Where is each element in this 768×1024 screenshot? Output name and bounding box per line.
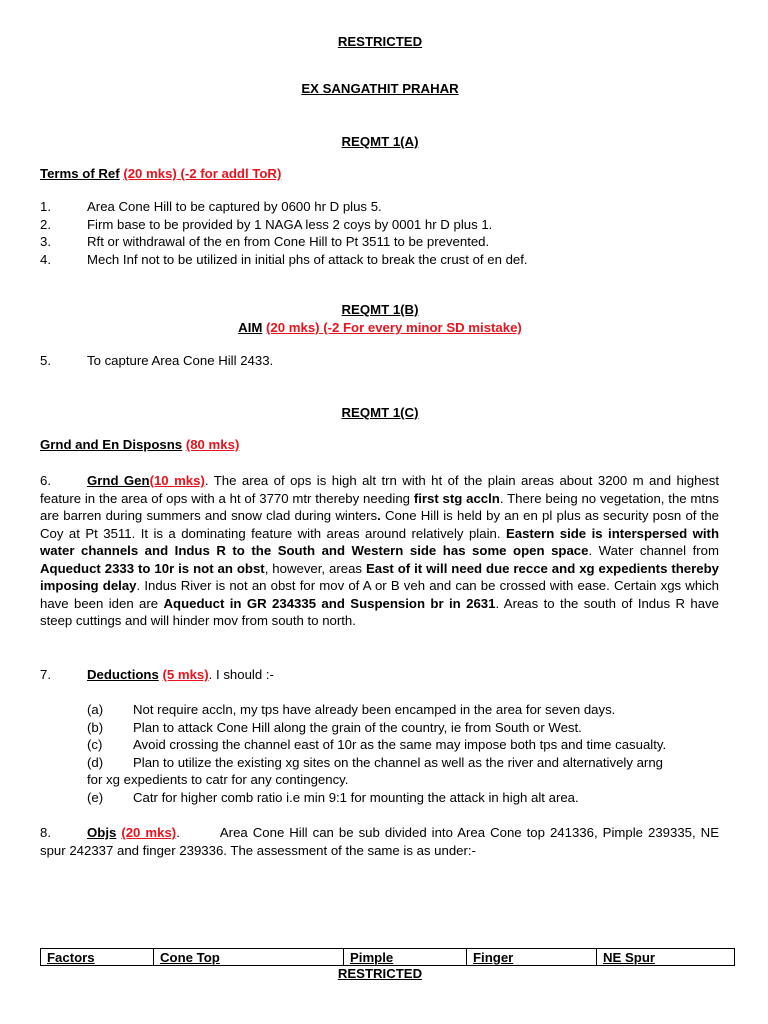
tor-item-text: Rft or withdrawal of the en from Cone Hill to Pt 3511 to be prevented.: [87, 234, 490, 249]
terms-of-ref-label: Terms of Ref: [40, 166, 120, 181]
tor-item-number: 2.: [40, 217, 51, 232]
reqmt-1b-heading: REQMT 1(B): [341, 302, 419, 317]
para-text: . Water channel from: [588, 543, 719, 558]
para-label: Deductions: [87, 667, 159, 682]
para-marks: (5 mks): [162, 667, 209, 682]
tor-item-number: 1.: [40, 199, 51, 214]
para-text: , however, areas: [264, 560, 366, 576]
para-text: Cone Hill is held by an en pl plus as security posn of the Coy at Pt 3511. It is a dominating feature with areas around relatively plain.: [40, 508, 719, 541]
table-header-cell: NE Spur: [597, 949, 735, 966]
para-grnd-gen: [40, 472, 719, 630]
tor-item-number: 4.: [40, 252, 51, 267]
header-classification: RESTRICTED: [337, 34, 423, 49]
exercise-title: EX SANGATHIT PRAHAR: [301, 81, 459, 96]
para-label: Grnd Gen: [87, 473, 150, 488]
reqmt-1c-heading: REQMT 1(C): [341, 405, 419, 420]
table-header-row: [41, 949, 735, 966]
para-text: . The area of ops is high alt trn with ht of the plain areas about 3200 m and highest feature in the area of ops with a ht of 3770 mtr thereby needing: [40, 473, 719, 506]
deduction-item-text: Plan to attack Cone Hill along the grain of the country, ie from South or West.: [133, 720, 582, 735]
para-text: . Areas to the south of Indus R have steep cuttings and will hinder mov from south to north.: [40, 595, 719, 628]
para-emphasis: first stg accln: [413, 490, 500, 506]
para-number: 6.: [40, 473, 51, 488]
para-objs: [40, 824, 719, 859]
terms-of-ref-heading: [40, 165, 281, 183]
table-header-cell: Pimple: [344, 949, 467, 966]
para-text: . There being no vegetation, the mtns are barren during summers and snow clad during winters: [40, 490, 720, 523]
para-text: . I should :-: [208, 667, 274, 682]
deduction-item-label: (b): [87, 720, 104, 735]
assessment-table: [40, 948, 735, 966]
tor-item-text: Firm base to be provided by 1 NAGA less 2 coys by 0001 hr D plus 1.: [87, 217, 493, 232]
deduction-item-label: (d): [87, 755, 104, 770]
para-number: 8.: [40, 825, 51, 840]
para-emphasis: .: [377, 508, 381, 523]
para-emphasis: Aqueduct 2333 to 10r is not an obst: [40, 560, 265, 576]
aim-item-number: 5.: [40, 353, 51, 368]
aim-marks: (20 mks) (-2 For every minor SD mistake): [266, 320, 522, 335]
para-emphasis: Eastern side is interspersed with water channels and Indus R to the South and Western side has some open space: [40, 525, 719, 558]
section-marks: (80 mks): [185, 437, 240, 452]
deduction-item-text: Plan to utilize the existing xg sites on the channel as well as the river and alternatively arng: [133, 755, 663, 770]
aim-heading: [0, 319, 760, 337]
deduction-item-label: (e): [87, 790, 104, 805]
para-label: Objs: [87, 825, 117, 840]
para-marks: (20 mks): [121, 825, 177, 840]
para-number: 7.: [40, 667, 51, 682]
para-text: . Indus River is not an obst for mov of A or B veh and can be crossed with ease. Certain xgs which have been iden are: [40, 578, 720, 611]
deduction-item-label: (a): [87, 702, 104, 717]
tor-item-text: Area Cone Hill to be captured by 0600 hr D plus 5.: [87, 199, 382, 214]
para-dot: .: [176, 825, 180, 840]
deduction-item-text: Not require accln, my tps have already been encamped in the area for seven days.: [133, 702, 616, 717]
tor-item-text: Mech Inf not to be utilized in initial phs of attack to break the crust of en def.: [87, 252, 528, 267]
grnd-en-disposns-heading: [40, 436, 239, 454]
tor-item-number: 3.: [40, 234, 51, 249]
para-text: Area Cone Hill can be sub divided into Area Cone top 241336, Pimple 239335, NE spur 242337 and finger 239336. The assessment of the same is as under:-: [40, 825, 719, 858]
para-marks: (10 mks): [149, 473, 205, 488]
deduction-item-text: Catr for higher comb ratio i.e min 9:1 for mounting the attack in high alt area.: [133, 790, 579, 805]
deductions-heading: [87, 666, 274, 684]
deduction-item-label: (c): [87, 737, 103, 752]
table-header-cell: Factors: [41, 949, 154, 966]
deduction-item-text-cont: for xg expedients to catr for any contingency.: [87, 772, 349, 787]
table-header-cell: Finger: [467, 949, 597, 966]
terms-of-ref-marks: (20 mks) (-2 for addl ToR): [123, 166, 282, 181]
section-label: Grnd and En Disposns: [40, 437, 183, 452]
para-emphasis: Aqueduct in GR 234335 and Suspension br in 2631: [163, 595, 496, 611]
reqmt-1a-heading: REQMT 1(A): [341, 134, 419, 149]
aim-label: AIM: [238, 320, 263, 335]
footer-classification: RESTRICTED: [337, 966, 423, 981]
table-header-cell: Cone Top: [154, 949, 344, 966]
para-emphasis: East of it will need due recce and xg expedients thereby imposing delay: [40, 560, 719, 593]
deduction-item-text: Avoid crossing the channel east of 10r as the same may impose both tps and time casualty.: [133, 737, 667, 752]
aim-item-text: To capture Area Cone Hill 2433.: [87, 353, 274, 368]
